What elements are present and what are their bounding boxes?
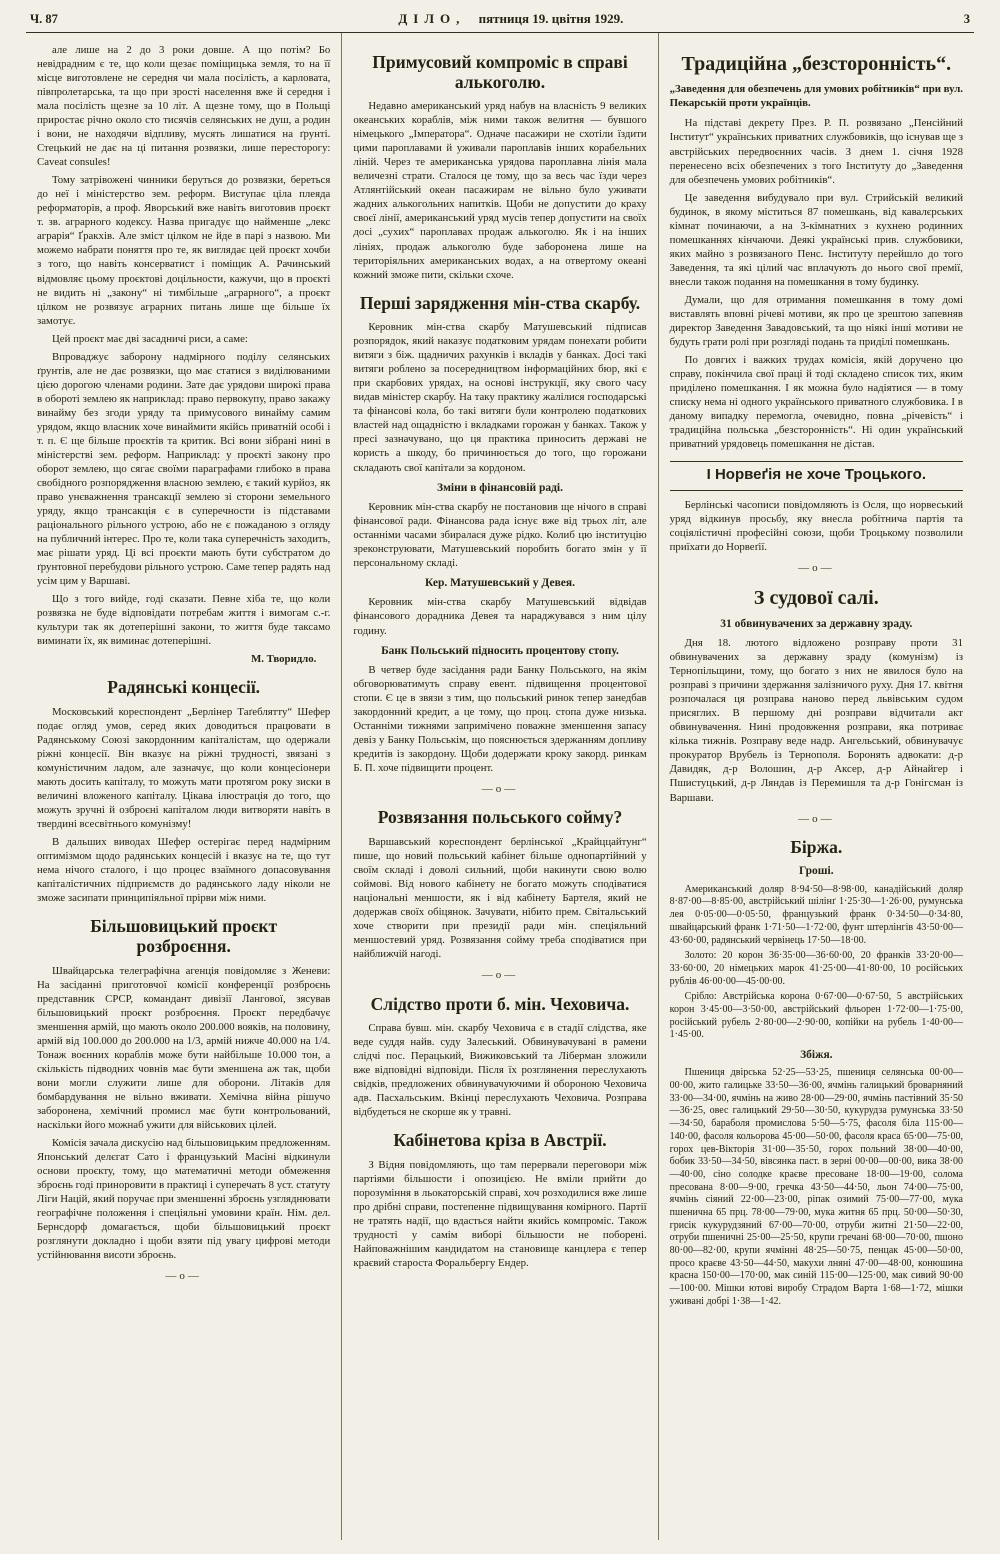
article-body-money-rates: [670, 884, 963, 1042]
article-title: Більшовицький проєкт розброєння.: [90, 916, 278, 956]
column-1: [26, 33, 341, 1540]
article-subheading: Зміни в фінансовій раді.: [437, 481, 563, 494]
paragraph: По довгих і важких трудах комісія, якій доручено цю справу, покінчила свої праці й тоді складено список тих, яким приділено помешкання. І як можна було надіятися — в тому списку нема ні одного українського приватного службовика. І в даному випадку перемогла, очевидно, повна „річевість“ і традиційна польська „безсторонність“. Ні один український приватний урядовець помешкання не дістав.: [669, 353, 963, 451]
paragraph: Срібло: Австрійська корона 0·67·00—0·67·50, 5 австрійських корон 3·45·00—3·50·00, австрійський фльорен 1·72·00—1·75·00, російський рубель 2·80·00—2·90·00, копійки на рубель 1·40·00—1·45·00.: [669, 991, 963, 1041]
article-body: [37, 43, 330, 648]
article-subheading: Банк Польський підносить процентову стопу.: [381, 644, 619, 657]
article-title: Біржа.: [790, 836, 843, 857]
article-subheading: Збіжя.: [800, 1049, 833, 1062]
article-body: [670, 116, 963, 451]
article-czechowicz-investigation: [353, 995, 646, 1120]
paragraph: Це заведення вибудувало при вул. Стрийській великий будинок, в якому міститься 87 помешкань, від кавалєрських кімнат починаючи, а на 3-кімнатних з кухнею родинних помешканнях кінчаючи. Деякі українські прив. службовики, яких майно з розвязаного Пенс. Інституту перейшло до того Заведення, та які цілий час вплачують до нього свої премії, внесли також подання на помешкання в тому будинку.: [669, 191, 963, 288]
section-divider: —о—: [481, 969, 519, 982]
issue-number: Ч. 87: [30, 12, 58, 26]
column-2: [341, 33, 657, 1540]
paragraph: Керовник мін-ства скарбу Матушевський відвідав фінансового дорадника Девея та нараджувався з ним цілу годину.: [353, 596, 647, 637]
paragraph: Недавно американський уряд набув на власність 9 великих океанських кораблів, між ними також велитня — бувшого німецького „Імператора“. Одначе пасажири не схотіли їздити цими пароплавами й уживали пароплавів інших корабельних ліній. Через те американська урядова пароплавна лінія мала величезні страти. Сталося це тому, що за весь час їзди через Атлянтійський океан пасажирам не вільно було уживати жадних алькогольних напитків. Щоби не допустити до краху своєї лінії, американський уряд мусів тепер допустити на своїх досі „сухих“ пароплавах продаж алькоголю. Як і на інших лініях, продаж алькоголю буде заборонена лише на територіяльних американських водах, а на отвертому океані кожний зможе пити, скільки схоче.: [353, 100, 647, 281]
paragraph: Керовник мін-ства скарбу Матушевський підписав розпорядок, який наказує податковим урядам понехати робити витяги з біж. щадничих рахунків і вкладів у банках. Досі такі витяги роблено за посередництвом інформаційних бюр, які є при скарбових урядах, на основі інструкції, яку свого часу видав міністер скарбу. На таку практику жалілися господарські та фінансові кола, бо такі витяги були контролею податкових властей над ощадністю і вкладками горожан у банках. Також у пресі зазначувано, що ця практика приносить державі не користь а шкоду, бо причинюється до того, що горожани складають свої капітали за кордоном.: [353, 321, 647, 474]
article-title: І Норвеґія не хоче Троцького.: [670, 461, 963, 491]
article-body: [670, 498, 963, 554]
article-title: Примусовий компроміс в справі алькоголю.: [372, 52, 628, 92]
section-divider: —о—: [165, 1270, 202, 1283]
article-bolshevik-disarmament: [37, 917, 330, 1262]
article-soviet-concessions: [37, 678, 330, 905]
paragraph: Швайцарська телеграфічна агенція повідомляє з Женеви: На засіданні приготовчої комісії конференції розброєнь представник СРСР, командант дивізії Лангової, зясував більшовицький проєкт розброєння. Проєкт передбачує зменшення армій, що мають около 200.000 вояків, на половину, армій від 100.000 до 200.000 на 1/3, армій нижче 40.000 на 1/4. Тонаж воєнних кораблів може бути найбільше 10.000 тон, а скількість підводних човнів має бути зменшена аж так, щоби вони могли служити лише для оборони. Літаків для бомбардування не вільно вживати. Хемічна війна рішучо заборонена, хемічний промисл має бути контрольований, наскільки його можнаб ужити для військових цілей.: [37, 964, 331, 1131]
page-number: 3: [963, 12, 970, 26]
paragraph: Комісія зачала дискусію над більшовицьким предложенням. Японський делєгат Сато і французький Масіні відкинули основи проєкту, тому, що математичні методи обмеження зброєнь годі приноровити в практиці і суперечать 8 уст. статуту Ліги Націй, який поручає при зменшенні зброєнь узгляднювати географічне положення і спеціяльні умовини країн. Нім. дел. Бернсдорф домагається, щоби більшовицький проєкт розглянути докладно і щоби взяти під увагу цифрові методи устійнювання висоти зброєнь.: [37, 1136, 331, 1262]
article-signature: М. Творидло.: [251, 653, 317, 666]
article-body: [353, 835, 646, 961]
article-alcohol-compromise: [353, 53, 646, 282]
masthead: [26, 8, 974, 33]
article-body: [353, 663, 646, 775]
paragraph: Впроваджує заборону надмірного поділу селянських ґрунтів, але не дає розвязки, що має статися з виділюваними цією дорогою членами родини. Зате дає урядови широкі права в обороті землею як наприклад: право первокупу, право закажу винайму без згоди уряду та примусового винайму самим урядом, якщо власник хоче винаймити якійсь приватній особі і т. п. Є ще більше проєктів та критик. Всі вони зібрані нині в міністерстві зем. реформ. Наприклад: у проєкті закону про оборот землею, що сягає своїми параграфами глибоко в права свобідного розпорядження власною землею, є такий курйоз, як право унєважнення трансакції землею зі сторони земельного уряду, якщо трансакція є в суперечности із підставами раціонального рільного устрою, або не є пожаданою з огляду на публичний інтерес. Про те, коли така суперечність заходить, має рішати уряд. Ці всі проєкти мають бути субстратом до ґрунтовної перебудови рільного устрою. Саме тепер радять над усім цим у Варшаві.: [37, 350, 331, 588]
paragraph: Справа бувш. мін. скарбу Чеховича є в стадії слідства, яке веде суддя найв. суду Залеський. Обвинувачувані в рамени слідчі пос. Перацький, Вижиковський та Ліберман зложили вже відповідні відповіди. Після їх розглянення переслухають свідків, предложених обвинувачуючими й обороною Чеховича адв. Пасхальським. Вкінці переслухають Чеховича. Розправа відбудеться не скорше як у травні.: [353, 1022, 647, 1119]
paragraph: Цей проєкт має дві засадничі риси, а саме:: [52, 332, 248, 345]
paragraph: Берлінські часописи повідомляють із Осля, що норвеський уряд відкинув просьбу, яку внесла робітнича партія та соціялістичні професійні союзи, щоби Троцькому позволили приїхати до Норвеґії.: [669, 498, 963, 554]
article-austrian-cabinet-crisis: [353, 1131, 646, 1270]
paragraph: В четвер буде засідання ради Банку Польського, на якім обговорюватимуть справу евент. підвищення процентової стопи. Є це в звязи з тим, що польський ринок тепер занедбав закордонний кредит, а це тому, що проц. стопа дуже низька. Останніми тижнями запримічено поважне зменшення запасу девіз у Банку Польськім, що пояснюється здержанням допливу кредитів із закордону. Щоби додержати кроку закорд. ринкам Б. П. хоче підвищити процент.: [353, 663, 647, 775]
article-courtroom: [670, 587, 963, 804]
paragraph: Що з того вийде, годі сказати. Певне хіба те, що коли розвязка не буде відповідати потребам життя і вимогам с.-г. культури так як дотеперішні закони, то життя буде таксамо виминати їх, як виминає дотеперішні.: [37, 593, 331, 648]
article-bourse: [670, 838, 963, 1309]
article-norway-trotsky: [670, 461, 963, 554]
article-title: Розвязання польського сойму?: [377, 807, 623, 828]
section-divider: —о—: [798, 812, 835, 825]
paragraph: Золото: 20 корон 36·35·00—36·60·00, 20 франків 33·20·00—33·60·00, 20 німецьких марок 41·25·00—41·80·00, 10 російських рублів 46·00·00—45·00·00.: [669, 950, 963, 987]
article-title: Слідство проти б. мін. Чеховича.: [370, 993, 630, 1014]
article-traditional-impartiality: [670, 53, 963, 451]
paper-name: ДІЛО,: [398, 11, 466, 26]
article-subheading: Кер. Матушевський у Девея.: [424, 577, 575, 590]
article-body: [353, 1158, 646, 1270]
paragraph: Керовник мін-ства скарбу не постановив ще нічого в справі фінансової ради. Фінансова рада існує вже від трьох літ, але останніми часами збиралася дуже рідко. Колиб цю інституцію зреконструювати, Матушевський поробить богато змін у її персональному складі.: [353, 500, 647, 570]
paragraph: Московський кореспондент „Берлінер Таґеблятту“ Шефер подає огляд умов, серед яких доводиться працювати в Радянському Союзі закордонним капіталістам, що одержали ріжні концесії. Він вказує на ріжні трудності, звязані з комуністичним ладом, але зазначує, що коли концесіонери мають досить капіталу, то можуть мати протягом року зиски в величині вложеного капіталу. Цікава ілюстрація до того, що можуть зручні й озброєні капіталом люди витворяти навіть в твердині всесвітнього комунізму!: [37, 705, 331, 831]
paragraph: Пшениця двірська 52·25—53·25, пшениця селянська 00·00—00·00, жито галицьке 33·50—36·00, ячмінь галицький броварняний 33·00—34·00, ячмінь на живо 28·00—29·00, ячмінь пастівний 35·50—36·25, овес галицький 29·50—30·50, кукурудза румунська 33·50—34·50, бараболя промислова 5·50—5·75, фасоля біла 115·00—140·00, фасоля кольорова 45·00—50·00, фасоля краса 65·00—75·00, горох цев-Вікторія 31·00—35·50, горох польний 38·00—40·00, бобик 33·50—34·50, вівсянка паст. в зерні 00·00—00·00, вика 38·00—40·00, сіно солодке краєве пресоване 18·00—19·00, солома пресована 8·00—9·00, гречка 43·50—44·50, льон 74·00—75·00, ячмінь сіяний 22·00—23·00, ріпак озимий 75·00—77·00, мука пшенична 65 прц. 78·00—79·00, мука житня 65 прц. 50·00—50·30, грисік кукурудзяний 67·00—70·00, отруби житні 21·50—22·00, отруби пшеничні 25·00—25·50, крупи гречані 68·00—70·00, пшоно 80·00—82·00, крупи ячмінні 48·25—50·75, пенцак 45·00—50·00, просо краєве 43·50—44·50, макухи лняні 47·00—48·00, конюшина красна 150·00—170·00, мак синій 115·00—125·00, мак сивий 90·00—100·00. Мішки ютові виробу Страдом Варта 1·68—1·72, мішки уживані добрі 1·38—1·42.: [669, 1067, 963, 1307]
issue-date: пятниця 19. цвітня 1929.: [478, 11, 624, 26]
article-subheading: Гроші.: [799, 865, 834, 878]
section-divider: —о—: [481, 783, 519, 796]
masthead-title: [398, 11, 623, 27]
article-body-grain-rates: [670, 1067, 963, 1308]
article-body: [353, 595, 646, 637]
paragraph: але лише на 2 до 3 роки довше. А що потім? Бо невідрадним є те, що коли щезає поміщицька земля, то на її місце виготовлене не середня чи мала посілість, а карловата, півпролетарська, та що при зрості населення вже й середня і мала посілість щезне за 10 літ. А щезне тому, що в Польщі приростає річно около сто тисячів селянських не душ, а родин і вони, не находячи відпливу, мусять лишатися на ґрунті. Стецький не дає на ці питання розвязки, лише пересторогу: Caveat consules!: [37, 44, 331, 169]
paragraph: В дальших виводах Шефер остерігає перед надмірним оптимізмом щодо радянських концесій і вказує на те, що тут нема нічого сталого, і що процес взаїмного допасовування капіталістичних підприємств до радянського ладу ніколи не зможе засипати принципіяльної прірви між ними.: [37, 836, 331, 905]
article-body: [353, 1021, 646, 1119]
article-body: [670, 636, 963, 804]
article-treasury-orders: [353, 294, 646, 776]
paragraph: З Відня повідомляють, що там перервали переговори між партіями більшости і опозицією. Не вміли прийти до порозуміння в льокаторській справі, хоч розходилися вже лише про дрібні справи, постепенне підвищування комірного. Партії не тратять надії, що вдасться найти якийсь компроміс. Також трудності у самім виборі більшости не поборені. Найповажнішим кандидатом на становище канцлера є тепер краєвий староста Форальбергу Ендер.: [353, 1159, 647, 1270]
paragraph: Думали, що для отримання помешкання в тому домі виставлять вповні річеві мотиви, як про це зрештою запевняв директор Заведення Завадовський, та що ніякі інші мотиви не будуть грати ролі при розгляді подань та приділі помешкань.: [669, 293, 963, 348]
article-title: Перші зарядження мін-ства скарбу.: [359, 292, 641, 313]
article-title: Кабінетова кріза в Австрії.: [393, 1130, 607, 1151]
paragraph: Тому затрівожені чинники беруться до розвязки, береться до неї і міністерство зем. реформ. Виступає ціла плеяда реформаторів, а проф. Яворський вже навіть виготовив проєкт т. зв. аграрного кодексу. Назва пригадує що найменше „лекс аграрія“ Ґракхів. Але зміст цілком не йде в парі з назвою. Ми можемо набрати поняття про те, як виглядає цей проєкт хочби з того, що навіть консерватист і поміщик А. Рачинський відмовляє цьому проєктові доцільности, кажучи, що в проєкті не видить ні „закону“ ні тимбільше „аграрного“, а проєкт цілком не розвязує аграрних питань лише ще більше їх замотує.: [37, 174, 331, 327]
article-lead: „Заведення для обезпечень для умових робітників“ при вул. Пекарській проти українців.: [669, 83, 963, 110]
article-agrarian-reform-continuation: [37, 43, 330, 666]
paragraph: Варшавський кореспондент берлінської „Крайццайтунг“ пише, що новий польський кабінет більше однопартійний у своїм складі і доволі сильний, щоби накинути свою волю соймові. Від нового кабінету не богато можуть сподіватися національні меншости, як і від кабінету Бартеля, який не додержав своїх обіцянок. Зачувати, нібито прем. Світальський хоче створити при президії ради мін. спеціяльний меншостевий уряд. Розвязання сойму треба сподіватися при найближчій нагоді.: [353, 836, 647, 961]
section-divider: —о—: [798, 562, 835, 575]
article-body: [353, 320, 646, 474]
article-title: Радянські концесії.: [107, 677, 261, 698]
article-title: З судової салі.: [753, 587, 879, 610]
article-body: [37, 705, 330, 905]
article-body: [37, 964, 330, 1263]
article-body: [353, 500, 646, 570]
article-title: Традиційна „безсторонність“.: [681, 53, 952, 75]
column-3: [658, 33, 974, 1540]
paragraph: Американський доляр 8·94·50—8·98·00, канадійський доляр 8·87·00—8·85·00, австрійський шілінґ 1·25·30—1·26·00, румунська лея 0·05·00—0·05·50, французький франк 0·34·50—0·34·80, швайцарський франк 1·71·50—1·72·00, фунт штерлінгів 43·50·00—43·60·00, радянський червінець 17·50—18·00.: [669, 883, 963, 946]
columns: [26, 33, 974, 1540]
article-sejm-dissolution: [353, 808, 646, 961]
paragraph: На підставі декрету През. Р. П. розвязано „Пенсійний Інститут“ українських приватних службовиків, що існував ще з австрійських передвоєнних часів. З днем 1. січня 1928 перенесено всіх обезпечених з того Інституту до „Заведення для обезпечень умових робітників“.: [669, 117, 963, 186]
article-subheading: 31 обвинувачених за державну зраду.: [720, 617, 913, 630]
paragraph: Дня 18. лютого відложено розправу проти 31 обвинувачених за державну зраду (комунізм) із Тернопільщини, тому, що богато з них не явилося було на розправі з причини здержання залізничого руху. Дня 17. квітня розпочалася ця розправа наново перед львівським судом присяглих. В першому дні розправи відчитали акт обвинувачення. Нині продовження розправи, яка потриває кілька тижнів. Розправу веде надр. Ангельський, обвинувачує прокуратор Врубель із Тернополя. Боронять адвокати: д-р Давидяк, д-р Волошин, д-р Аксер, д-р Айнайгер і Пшистуцький, д-р Ляндав із Перемишля та д-р Гонігсман із Варшави.: [669, 637, 963, 804]
article-body: [353, 99, 646, 281]
